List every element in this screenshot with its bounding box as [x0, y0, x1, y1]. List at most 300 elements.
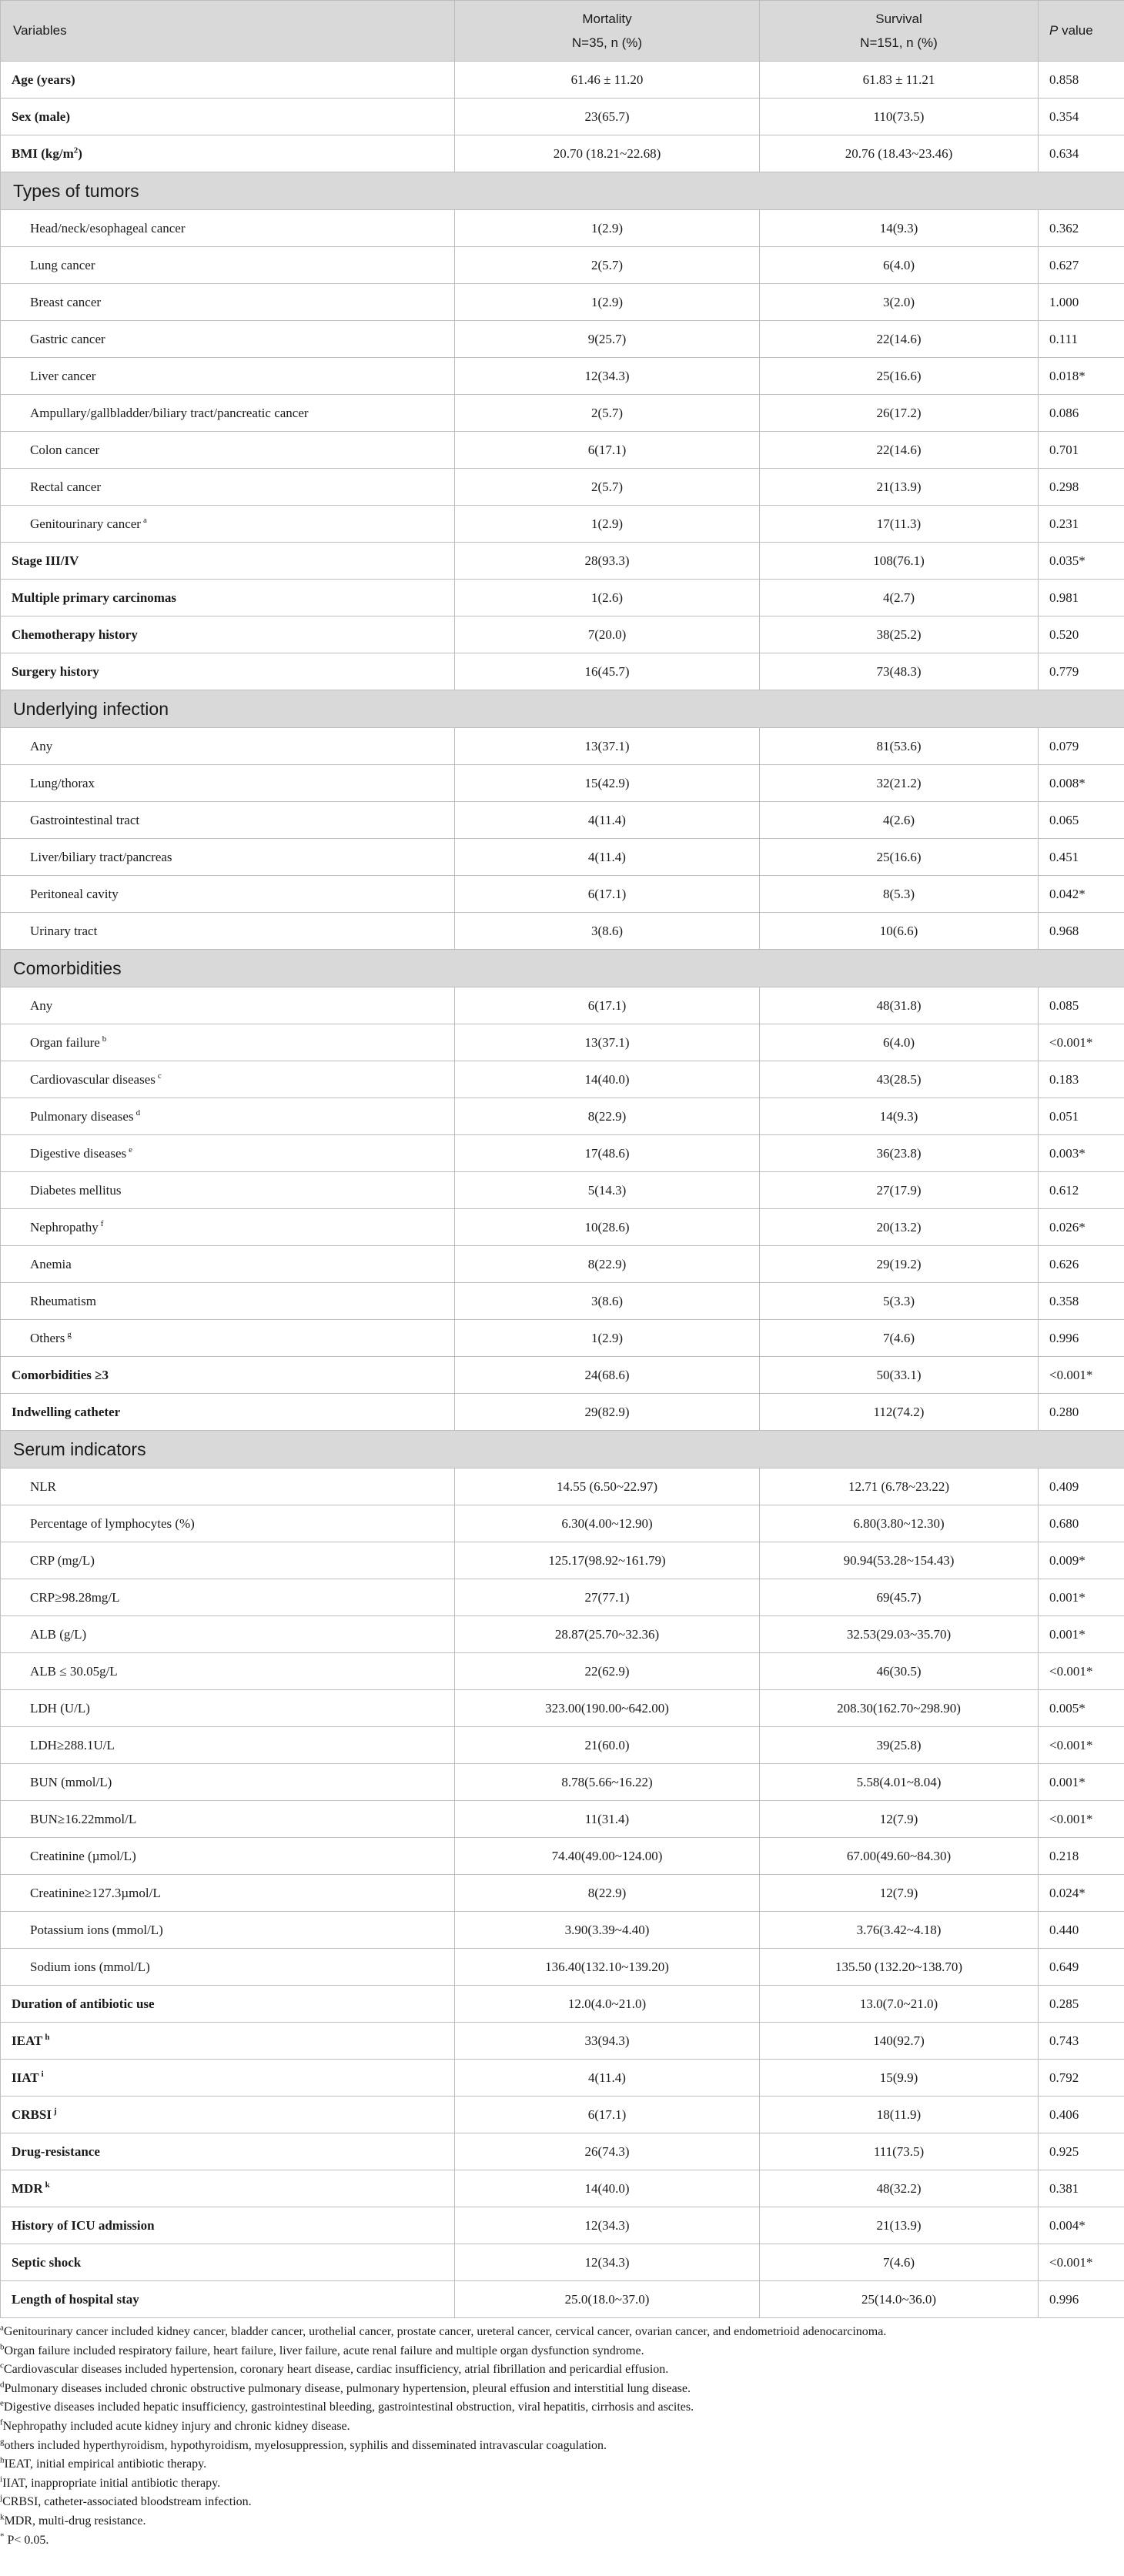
mortality-value: 14.55 (6.50~22.97) [455, 1468, 760, 1505]
p-value: 0.085 [1039, 987, 1124, 1024]
survival-value: 17(11.3) [760, 506, 1039, 543]
p-value: 0.280 [1039, 1394, 1124, 1431]
mortality-value: 11(31.4) [455, 1801, 760, 1838]
survival-value: 7(4.6) [760, 1320, 1039, 1357]
table-row [1, 1061, 1124, 1098]
mortality-value: 28(93.3) [455, 543, 760, 580]
variable-cell [1, 210, 455, 247]
variable-label: Others [30, 1330, 65, 1345]
p-value: 0.183 [1039, 1061, 1124, 1098]
variable-cell [1, 2060, 455, 2097]
section-title: Serum indicators [1, 1431, 1124, 1468]
mortality-value: 24(68.6) [455, 1357, 760, 1394]
table-row [1, 247, 1124, 284]
footnote-text: Organ failure included respiratory failure, heart failure, liver failure, acute renal failure and multiple organ dysfunction syndrome. [4, 2344, 644, 2357]
variable-label: Stage III/IV [12, 553, 79, 568]
mortality-value: 15(42.9) [455, 765, 760, 802]
variable-cell [1, 1986, 455, 2023]
variable-label: Genitourinary cancer [30, 516, 141, 531]
footnote-text: Pulmonary diseases included chronic obstructive pulmonary disease, pulmonary hypertension, pleural effusion and interstitial lung disease. [4, 2381, 691, 2395]
variable-label: Head/neck/esophageal cancer [30, 220, 186, 236]
table-row [1, 1616, 1124, 1653]
variable-cell [1, 135, 455, 172]
mortality-value: 74.40(49.00~124.00) [455, 1838, 760, 1875]
table-row [1, 1986, 1124, 2023]
variable-label: Length of hospital stay [12, 2291, 139, 2307]
table-row [1, 1764, 1124, 1801]
survival-value: 38(25.2) [760, 616, 1039, 653]
footnote [0, 2455, 1124, 2474]
variable-cell [1, 99, 455, 135]
survival-value: 10(6.6) [760, 913, 1039, 950]
variable-cell [1, 913, 455, 950]
footnote-mark: b [0, 2342, 5, 2352]
footnote-mark: j [0, 2494, 3, 2504]
survival-value: 36(23.8) [760, 1135, 1039, 1172]
mortality-value: 8(22.9) [455, 1875, 760, 1912]
table-body [1, 62, 1124, 2318]
mortality-value: 1(2.9) [455, 506, 760, 543]
footnote-text: CRBSI, catheter-associated bloodstream infection. [2, 2495, 252, 2509]
variable-cell [1, 876, 455, 913]
p-value: 0.743 [1039, 2023, 1124, 2060]
mortality-value: 323.00(190.00~642.00) [455, 1690, 760, 1727]
survival-value: 20.76 (18.43~23.46) [760, 135, 1039, 172]
variable-cell [1, 1468, 455, 1505]
p-value: 0.792 [1039, 2060, 1124, 2097]
table-row [1, 1912, 1124, 1949]
variable-cell [1, 1542, 455, 1579]
variable-label: Creatinine≥127.3µmol/L [30, 1885, 161, 1900]
section-header-row [1, 950, 1124, 987]
variable-cell [1, 1505, 455, 1542]
variable-label: Sex (male) [12, 109, 71, 124]
p-value: 0.024* [1039, 1875, 1124, 1912]
mortality-value: 6(17.1) [455, 987, 760, 1024]
p-value: 0.858 [1039, 62, 1124, 99]
variable-label: IEAT [12, 2033, 43, 2048]
header-mortality-title: Mortality [582, 12, 632, 26]
variable-label: ALB ≤ 30.05g/L [30, 1663, 118, 1679]
footnote-text: P< 0.05. [4, 2533, 49, 2547]
section-header-row [1, 172, 1124, 210]
mortality-value: 1(2.9) [455, 210, 760, 247]
table-row [1, 1801, 1124, 1838]
table-row [1, 765, 1124, 802]
variable-cell [1, 1949, 455, 1986]
variable-label: BUN≥16.22mmol/L [30, 1811, 137, 1826]
footnote-marker: d [135, 1108, 141, 1118]
table-row [1, 2097, 1124, 2133]
survival-value: 14(9.3) [760, 1098, 1039, 1135]
variable-label: Cardiovascular diseases [30, 1071, 156, 1087]
variable-label: Liver/biliary tract/pancreas [30, 849, 172, 864]
mortality-value: 12.0(4.0~21.0) [455, 1986, 760, 2023]
p-value: 0.451 [1039, 839, 1124, 876]
survival-value: 32.53(29.03~35.70) [760, 1616, 1039, 1653]
table-row [1, 802, 1124, 839]
p-value: 0.701 [1039, 432, 1124, 469]
survival-value: 43(28.5) [760, 1061, 1039, 1098]
p-value: 0.626 [1039, 1246, 1124, 1283]
mortality-value: 14(40.0) [455, 1061, 760, 1098]
variable-label: MDR [12, 2180, 43, 2196]
survival-value: 90.94(53.28~154.43) [760, 1542, 1039, 1579]
survival-value: 12(7.9) [760, 1875, 1039, 1912]
variable-label: IIAT [12, 2070, 39, 2085]
mortality-value: 8(22.9) [455, 1098, 760, 1135]
variable-label: Percentage of lymphocytes (%) [30, 1515, 195, 1531]
survival-value: 6.80(3.80~12.30) [760, 1505, 1039, 1542]
variable-label: Organ failure [30, 1034, 100, 1050]
mortality-value: 1(2.9) [455, 284, 760, 321]
variable-label: LDH≥288.1U/L [30, 1737, 115, 1752]
footnote-text: Genitourinary cancer included kidney cancer, bladder cancer, urothelial cancer, prostate cancer, ureteral cancer, cervical cancer, ovarian cancer, and endometrioid adenocarcinoma. [3, 2325, 887, 2338]
p-value: 0.004* [1039, 2207, 1124, 2244]
table-row [1, 1653, 1124, 1690]
p-value: 0.925 [1039, 2133, 1124, 2170]
variable-label: Digestive diseases [30, 1145, 127, 1161]
p-value: 0.009* [1039, 1542, 1124, 1579]
variable-cell [1, 2281, 455, 2318]
footnote [0, 2380, 1124, 2399]
footnote-marker: b [102, 1034, 107, 1044]
survival-value: 25(14.0~36.0) [760, 2281, 1039, 2318]
table-row [1, 1949, 1124, 1986]
p-value: 0.042* [1039, 876, 1124, 913]
variable-cell [1, 2207, 455, 2244]
p-value: 0.008* [1039, 765, 1124, 802]
variable-cell [1, 987, 455, 1024]
variable-cell [1, 1061, 455, 1098]
header-mortality-n: N=35, n (%) [571, 35, 643, 50]
mortality-value: 4(11.4) [455, 839, 760, 876]
table-row [1, 1209, 1124, 1246]
survival-value: 6(4.0) [760, 247, 1039, 284]
variable-cell [1, 802, 455, 839]
table-row [1, 2244, 1124, 2281]
variable-label: Lung cancer [30, 257, 95, 272]
table-row [1, 1135, 1124, 1172]
p-value: 0.086 [1039, 395, 1124, 432]
p-value: 0.018* [1039, 358, 1124, 395]
mortality-value: 2(5.7) [455, 469, 760, 506]
survival-value: 25(16.6) [760, 839, 1039, 876]
survival-value: 140(92.7) [760, 2023, 1039, 2060]
variable-label: CRP (mg/L) [30, 1552, 95, 1568]
p-value: 0.409 [1039, 1468, 1124, 1505]
survival-value: 21(13.9) [760, 2207, 1039, 2244]
variable-cell [1, 395, 455, 432]
survival-value: 67.00(49.60~84.30) [760, 1838, 1039, 1875]
survival-value: 112(74.2) [760, 1394, 1039, 1431]
footnote [0, 2437, 1124, 2456]
survival-value: 32(21.2) [760, 765, 1039, 802]
p-value: <0.001* [1039, 2244, 1124, 2281]
p-value: 0.649 [1039, 1949, 1124, 1986]
variable-cell [1, 506, 455, 543]
p-value: 0.051 [1039, 1098, 1124, 1135]
survival-value: 4(2.7) [760, 580, 1039, 616]
survival-value: 4(2.6) [760, 802, 1039, 839]
table-row [1, 395, 1124, 432]
variable-label: Potassium ions (mmol/L) [30, 1922, 163, 1937]
header-p-italic: P [1049, 23, 1059, 38]
section-title: Comorbidities [1, 950, 1124, 987]
footnote-text: others included hyperthyroidism, hypothyroidism, myelosuppression, syphilis and disseminated intravascular coagulation. [4, 2438, 607, 2452]
variable-cell [1, 1172, 455, 1209]
variable-label: Lung/thorax [30, 775, 95, 790]
table-row [1, 1690, 1124, 1727]
header-p-value [1039, 1, 1124, 62]
p-value: 0.231 [1039, 506, 1124, 543]
table-row [1, 1283, 1124, 1320]
section-title: Types of tumors [1, 172, 1124, 210]
mortality-value: 12(34.3) [455, 2244, 760, 2281]
table-row [1, 432, 1124, 469]
survival-value: 50(33.1) [760, 1357, 1039, 1394]
survival-value: 61.83 ± 11.21 [760, 62, 1039, 99]
variable-label: Nephropathy [30, 1219, 99, 1235]
variable-label: Rectal cancer [30, 479, 102, 494]
survival-value: 8(5.3) [760, 876, 1039, 913]
footnote-mark: a [0, 2323, 4, 2333]
mortality-value: 136.40(132.10~139.20) [455, 1949, 760, 1986]
footnote-mark: c [0, 2360, 4, 2371]
table-row [1, 1357, 1124, 1394]
variable-label: BMI (kg/m [12, 145, 74, 161]
p-value: 0.981 [1039, 580, 1124, 616]
footnote [0, 2493, 1124, 2512]
table-row [1, 2207, 1124, 2244]
table-row [1, 1394, 1124, 1431]
variable-cell [1, 616, 455, 653]
mortality-value: 22(62.9) [455, 1653, 760, 1690]
mortality-value: 61.46 ± 11.20 [455, 62, 760, 99]
variable-cell [1, 653, 455, 690]
variable-label: Chemotherapy history [12, 626, 138, 642]
variable-cell [1, 2170, 455, 2207]
mortality-value: 23(65.7) [455, 99, 760, 135]
mortality-value: 20.70 (18.21~22.68) [455, 135, 760, 172]
footnote-text: Digestive diseases included hepatic insufficiency, gastrointestinal bleeding, gastrointestinal obstruction, viral hepatitis, cirrhosis and ascites. [3, 2401, 694, 2414]
survival-value: 3(2.0) [760, 284, 1039, 321]
p-value: 0.354 [1039, 99, 1124, 135]
variable-cell [1, 1875, 455, 1912]
variable-label: Any [30, 738, 53, 753]
mortality-value: 10(28.6) [455, 1209, 760, 1246]
mortality-value: 13(37.1) [455, 728, 760, 765]
variable-cell [1, 1320, 455, 1357]
table-row [1, 1024, 1124, 1061]
survival-value: 110(73.5) [760, 99, 1039, 135]
unit-superscript: 2 [73, 145, 79, 155]
footnote-marker: a [142, 515, 147, 525]
footnote-marker: i [41, 2069, 44, 2079]
variable-cell [1, 1579, 455, 1616]
variable-cell [1, 1024, 455, 1061]
table-row [1, 1468, 1124, 1505]
table-row [1, 210, 1124, 247]
variable-cell [1, 1616, 455, 1653]
survival-value: 108(76.1) [760, 543, 1039, 580]
p-value: 0.001* [1039, 1616, 1124, 1653]
variable-cell [1, 765, 455, 802]
survival-value: 46(30.5) [760, 1653, 1039, 1690]
p-value: 0.680 [1039, 1505, 1124, 1542]
footnote-mark: f [0, 2417, 3, 2427]
variable-cell [1, 839, 455, 876]
footnote-text: Cardiovascular diseases included hypertension, coronary heart disease, cardiac insufficiency, atrial fibrillation and pericardial effusion. [3, 2363, 669, 2377]
footnote-text: MDR, multi-drug resistance. [4, 2514, 146, 2528]
variable-cell [1, 321, 455, 358]
table-row [1, 506, 1124, 543]
mortality-value: 28.87(25.70~32.36) [455, 1616, 760, 1653]
table-row [1, 1172, 1124, 1209]
p-value: 1.000 [1039, 284, 1124, 321]
p-value: 0.218 [1039, 1838, 1124, 1875]
table-row [1, 1838, 1124, 1875]
mortality-value: 27(77.1) [455, 1579, 760, 1616]
survival-value: 69(45.7) [760, 1579, 1039, 1616]
variable-cell [1, 432, 455, 469]
section-header-row [1, 1431, 1124, 1468]
p-value: 0.968 [1039, 913, 1124, 950]
variable-cell [1, 2023, 455, 2060]
p-value: <0.001* [1039, 1727, 1124, 1764]
survival-value: 20(13.2) [760, 1209, 1039, 1246]
header-mortality [455, 1, 760, 62]
footnote-marker: e [129, 1144, 132, 1154]
survival-value: 27(17.9) [760, 1172, 1039, 1209]
survival-value: 12(7.9) [760, 1801, 1039, 1838]
footnote [0, 2417, 1124, 2437]
p-value: 0.996 [1039, 2281, 1124, 2318]
table-row [1, 469, 1124, 506]
footnote-text: IIAT, inappropriate initial antibiotic therapy. [2, 2476, 221, 2490]
variable-label: Comorbidities ≥3 [12, 1367, 109, 1382]
footnote-text: IEAT, initial empirical antibiotic therapy. [4, 2457, 207, 2471]
footnote-marker: g [67, 1329, 72, 1339]
variable-cell [1, 1690, 455, 1727]
variable-label: Gastric cancer [30, 331, 105, 346]
mortality-value: 1(2.9) [455, 1320, 760, 1357]
variable-cell [1, 284, 455, 321]
variable-label: Any [30, 997, 53, 1013]
variable-label: Diabetes mellitus [30, 1182, 122, 1198]
survival-value: 18(11.9) [760, 2097, 1039, 2133]
variable-cell [1, 1135, 455, 1172]
p-value: 0.001* [1039, 1764, 1124, 1801]
p-value: 0.996 [1039, 1320, 1124, 1357]
footnote-mark: e [0, 2399, 4, 2409]
p-value: 0.001* [1039, 1579, 1124, 1616]
p-value: 0.406 [1039, 2097, 1124, 2133]
footnote [0, 2323, 1124, 2342]
table-row [1, 1505, 1124, 1542]
table-row [1, 839, 1124, 876]
variable-cell [1, 1246, 455, 1283]
p-value: 0.440 [1039, 1912, 1124, 1949]
footnote-mark: k [0, 2512, 5, 2522]
table-row [1, 2133, 1124, 2170]
variable-label-end: ) [78, 145, 82, 161]
mortality-value: 13(37.1) [455, 1024, 760, 1061]
footnote [0, 2531, 1124, 2551]
variable-label: Breast cancer [30, 294, 102, 309]
table-row [1, 1875, 1124, 1912]
survival-value: 208.30(162.70~298.90) [760, 1690, 1039, 1727]
variable-label: BUN (mmol/L) [30, 1774, 112, 1789]
mortality-value: 16(45.7) [455, 653, 760, 690]
table-row [1, 2023, 1124, 2060]
variable-label: Ampullary/gallbladder/biliary tract/pancreatic cancer [30, 405, 309, 420]
mortality-value: 6(17.1) [455, 2097, 760, 2133]
mortality-value: 29(82.9) [455, 1394, 760, 1431]
variable-label: NLR [30, 1478, 56, 1494]
variable-cell [1, 728, 455, 765]
table-row [1, 62, 1124, 99]
footnote [0, 2474, 1124, 2494]
p-value: 0.035* [1039, 543, 1124, 580]
mortality-value: 6(17.1) [455, 876, 760, 913]
p-value: 0.298 [1039, 469, 1124, 506]
table-row [1, 1320, 1124, 1357]
p-value: 0.026* [1039, 1209, 1124, 1246]
p-value: <0.001* [1039, 1653, 1124, 1690]
header-variables: Variables [1, 1, 455, 62]
variable-label: Drug-resistance [12, 2143, 100, 2159]
variable-cell [1, 543, 455, 580]
variable-cell [1, 1098, 455, 1135]
table-row [1, 616, 1124, 653]
variable-label: Urinary tract [30, 923, 98, 938]
p-value: 0.779 [1039, 653, 1124, 690]
variable-cell [1, 247, 455, 284]
p-value: <0.001* [1039, 1801, 1124, 1838]
table-row [1, 2060, 1124, 2097]
mortality-value: 33(94.3) [455, 2023, 760, 2060]
survival-value: 5.58(4.01~8.04) [760, 1764, 1039, 1801]
mortality-value: 6.30(4.00~12.90) [455, 1505, 760, 1542]
variable-label: Rheumatism [30, 1293, 96, 1308]
survival-value: 39(25.8) [760, 1727, 1039, 1764]
mortality-value: 3.90(3.39~4.40) [455, 1912, 760, 1949]
p-value: 0.065 [1039, 802, 1124, 839]
survival-value: 111(73.5) [760, 2133, 1039, 2170]
mortality-value: 21(60.0) [455, 1727, 760, 1764]
table-row [1, 653, 1124, 690]
footnotes [0, 2318, 1124, 2550]
footnote [0, 2512, 1124, 2531]
mortality-value: 12(34.3) [455, 2207, 760, 2244]
table-row [1, 876, 1124, 913]
p-value: 0.285 [1039, 1986, 1124, 2023]
p-value: 0.634 [1039, 135, 1124, 172]
variable-label: Creatinine (µmol/L) [30, 1848, 136, 1863]
footnote-mark: i [0, 2474, 3, 2484]
survival-value: 6(4.0) [760, 1024, 1039, 1061]
mortality-value: 4(11.4) [455, 2060, 760, 2097]
p-value: 0.111 [1039, 321, 1124, 358]
p-value: 0.520 [1039, 616, 1124, 653]
mortality-value: 8.78(5.66~16.22) [455, 1764, 760, 1801]
survival-value: 25(16.6) [760, 358, 1039, 395]
variable-cell [1, 1283, 455, 1320]
table-row [1, 728, 1124, 765]
footnote-marker: f [100, 1218, 104, 1228]
variable-label: Age (years) [12, 72, 75, 87]
